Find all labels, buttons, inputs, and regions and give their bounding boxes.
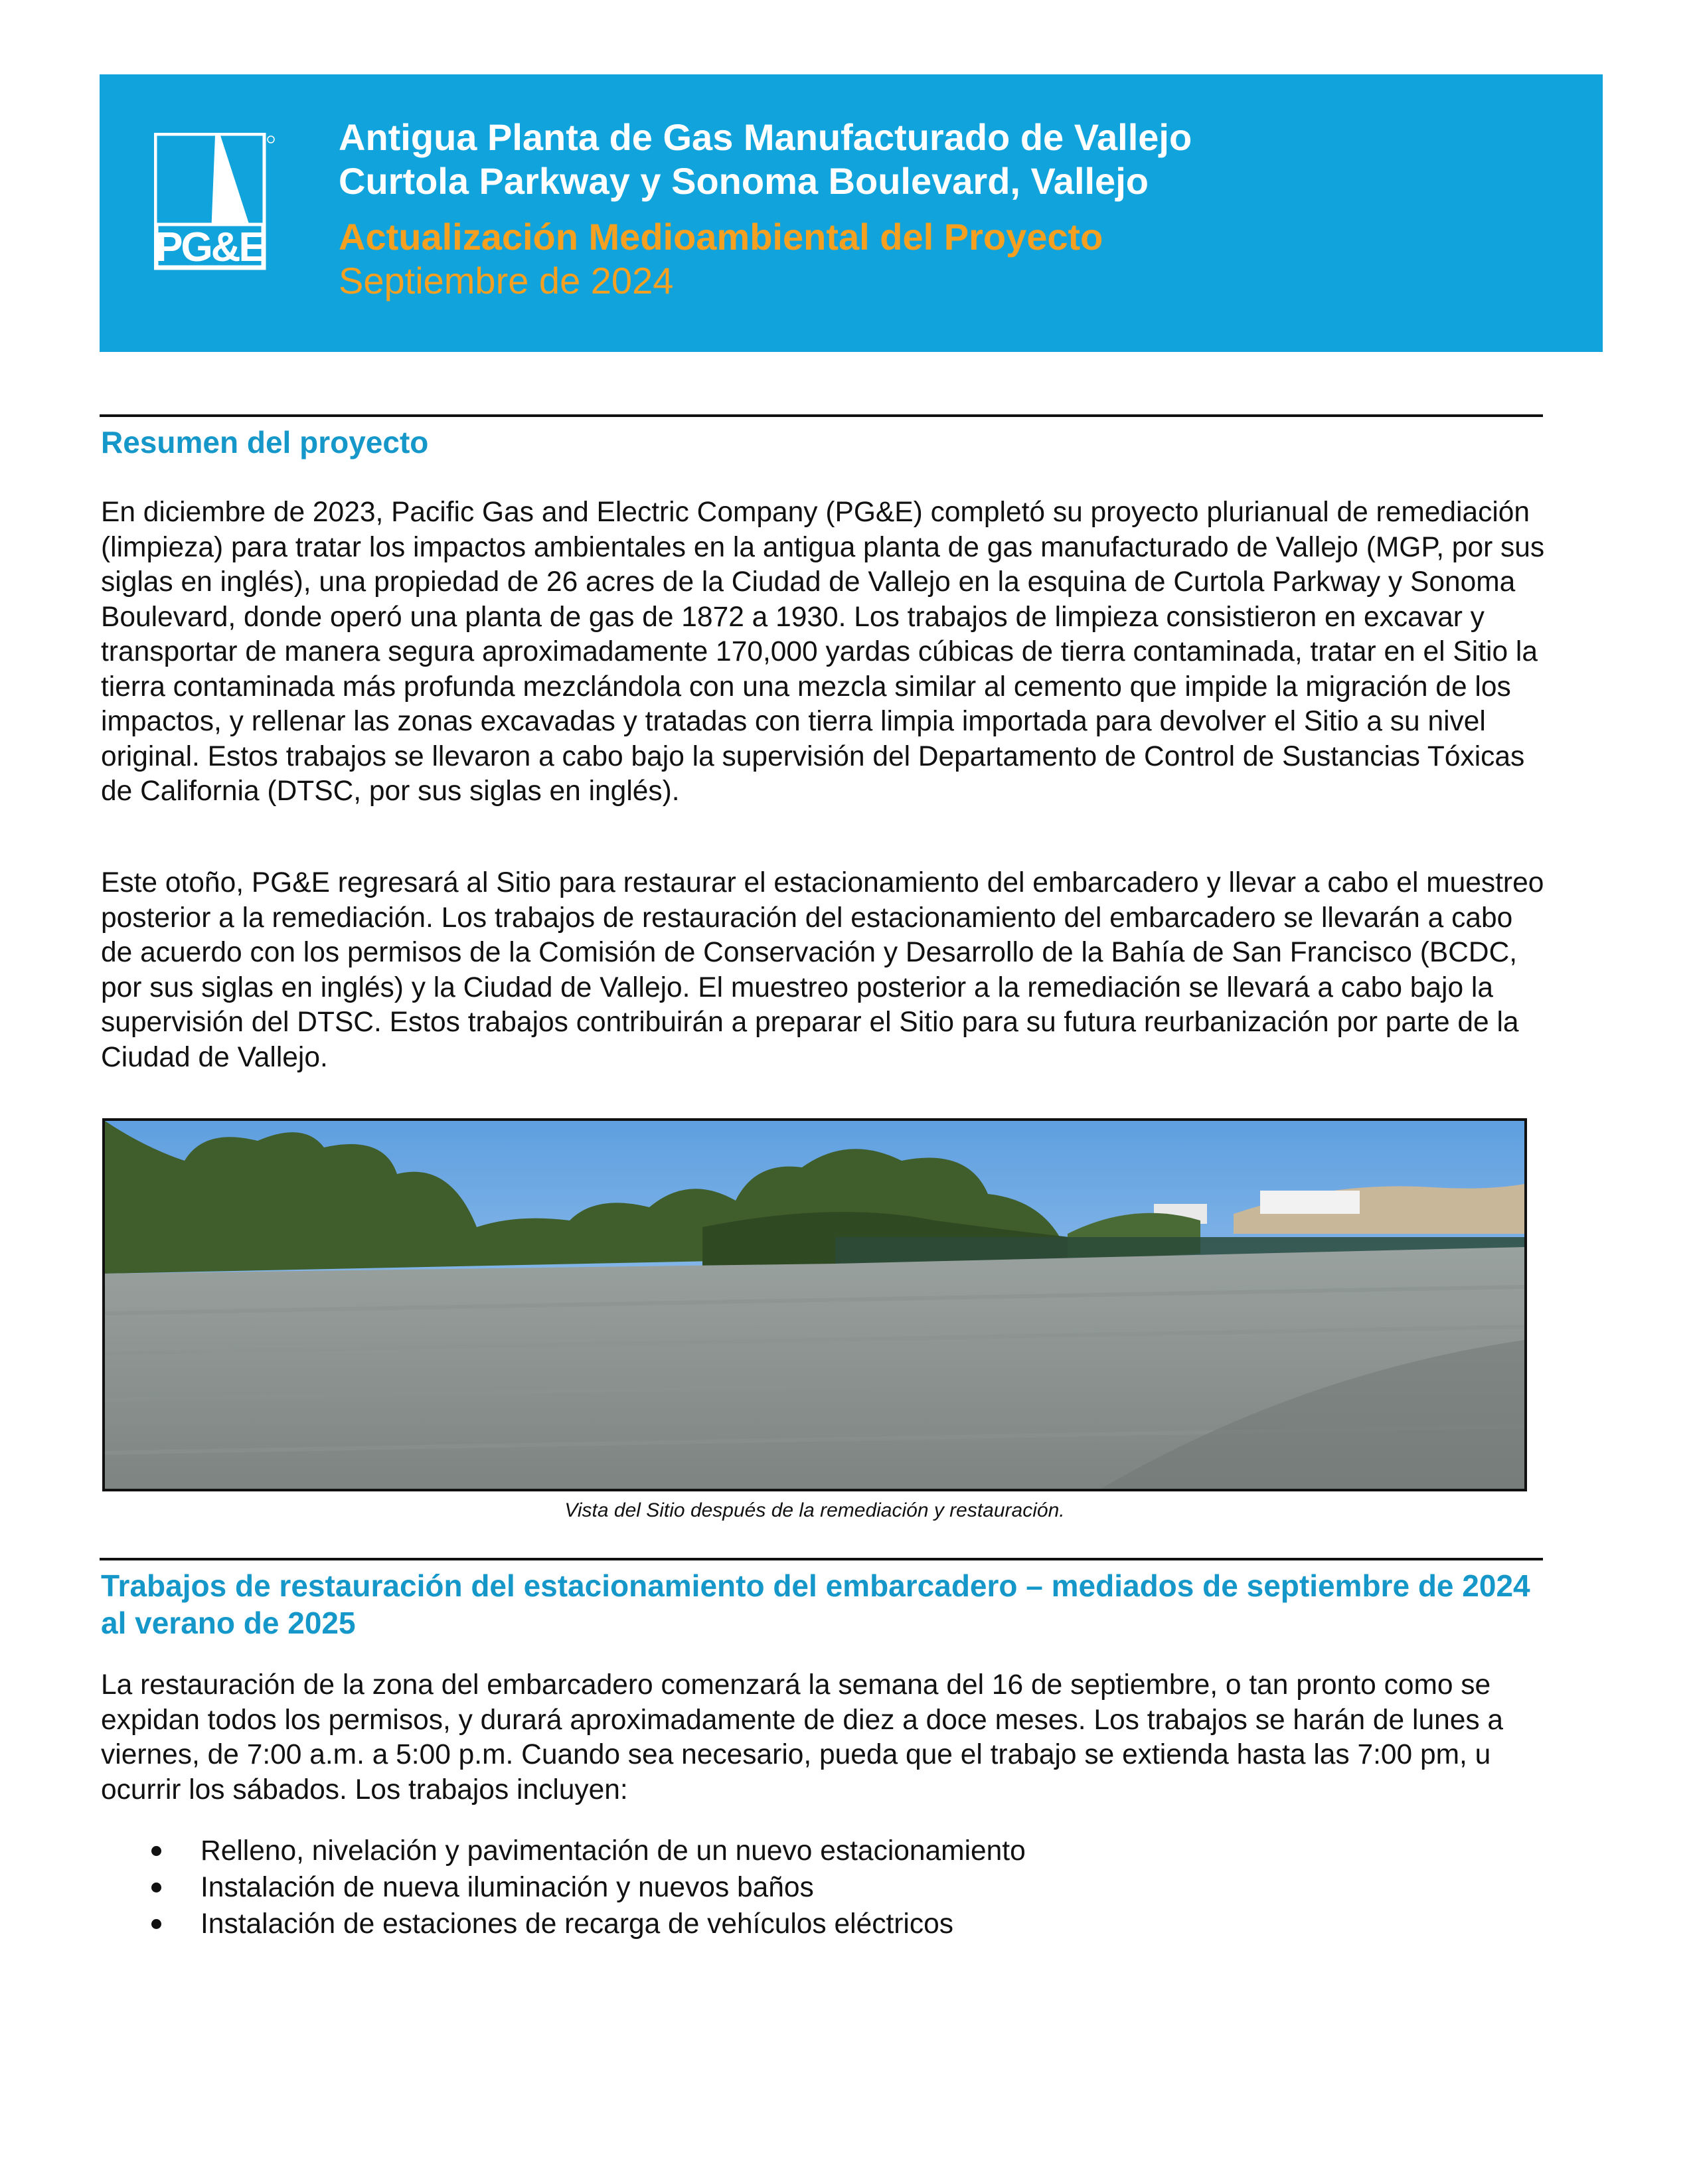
document-title-line1: Antigua Planta de Gas Manufacturado de Vallejo xyxy=(339,116,1192,158)
section-divider xyxy=(100,1558,1543,1560)
summary-paragraph-2: Este otoño, PG&E regresará al Sitio para restaurar el estacionamiento del embarcadero y llevar a cabo el muestreo posterior a la remediación. Los trabajos de restauración del estacionamiento del embarcadero se llevarán a cabo de acuerdo con los permisos de la Comisión de Conservación y Desarrollo de la Bahía de San Francisco (BCDC, por sus siglas en inglés) y la Ciudad de Vallejo. El muestreo posterior a la remediación se llevará a cabo bajo la supervisión del DTSC. Estos trabajos contribuirán a preparar el Sitio para su futura reurbanización por parte de la Ciudad de Vallejo. xyxy=(101,867,1544,1073)
document-subtitle: Actualización Medioambiental del Proyecto xyxy=(339,216,1103,258)
site-photo-image xyxy=(105,1121,1524,1489)
section-divider xyxy=(100,414,1543,417)
bullet-icon xyxy=(151,1846,161,1856)
section-heading-resumen: Resumen del proyecto xyxy=(101,425,429,460)
list-item: Instalación de nueva iluminación y nuevos baños xyxy=(101,1869,1542,1906)
list-item: Instalación de estaciones de recarga de vehículos eléctricos xyxy=(101,1906,1542,1942)
section-heading-restauracion: Trabajos de restauración del estacionamiento del embarcadero – mediados de septiembre de 2024 al verano de 2025 xyxy=(101,1568,1530,1640)
bullet-icon xyxy=(151,1919,161,1929)
restoration-paragraph: La restauración de la zona del embarcadero comenzará la semana del 16 de septiembre, o tan pronto como se expidan todos los permisos, y durará aproximadamente de diez a doce meses. Los trabajos se harán de lunes a viernes, de 7:00 a.m. a 5:00 p.m. Cuando sea necesario, pueda que el trabajo se extienda hasta las 7:00 pm, u ocurrir los sábados. Los trabajos incluyen: xyxy=(101,1669,1504,1806)
document-title-line2: Curtola Parkway y Sonoma Boulevard, Vallejo xyxy=(339,160,1149,202)
pge-logo xyxy=(154,133,276,271)
header-banner xyxy=(100,74,1603,352)
header-text xyxy=(339,116,1587,303)
photo-caption: Vista del Sitio después de la remediación y restauración. xyxy=(564,1499,1065,1521)
work-items-list xyxy=(101,1833,1542,1942)
bullet-icon xyxy=(151,1883,161,1892)
site-photo xyxy=(102,1118,1527,1491)
pge-logo-icon xyxy=(154,133,276,271)
list-item: Relleno, nivelación y pavimentación de un nuevo estacionamiento xyxy=(101,1833,1542,1869)
document-date: Septiembre de 2024 xyxy=(339,260,674,301)
svg-text:PG&E: PG&E xyxy=(155,224,264,270)
summary-paragraph-1: En diciembre de 2023, Pacific Gas and Electric Company (PG&E) completó su proyecto plurianual de remediación (limpieza) para tratar los impactos ambientales en la antigua planta de gas manufacturado de Vallejo (MGP, por sus siglas en inglés), una propiedad de 26 acres de la Ciudad de Vallejo en la esquina de Curtola Parkway y Sonoma Boulevard, donde operó una planta de gas de 1872 a 1930. Los trabajos de limpieza consistieron en excavar y transportar de manera segura aproximadamente 170,000 yardas cúbicas de tierra contaminada, tratar en el Sitio la tierra contaminada más profunda mezclándola con una mezcla similar al cemento que impide la migración de los impactos, y rellenar las zonas excavadas y tratadas con tierra limpia importada para devolver el Sitio a su nivel original. Estos trabajos se llevaron a cabo bajo la supervisión del Departamento de Control de Sustancias Tóxicas de California (DTSC, por sus siglas en inglés). xyxy=(101,497,1545,807)
